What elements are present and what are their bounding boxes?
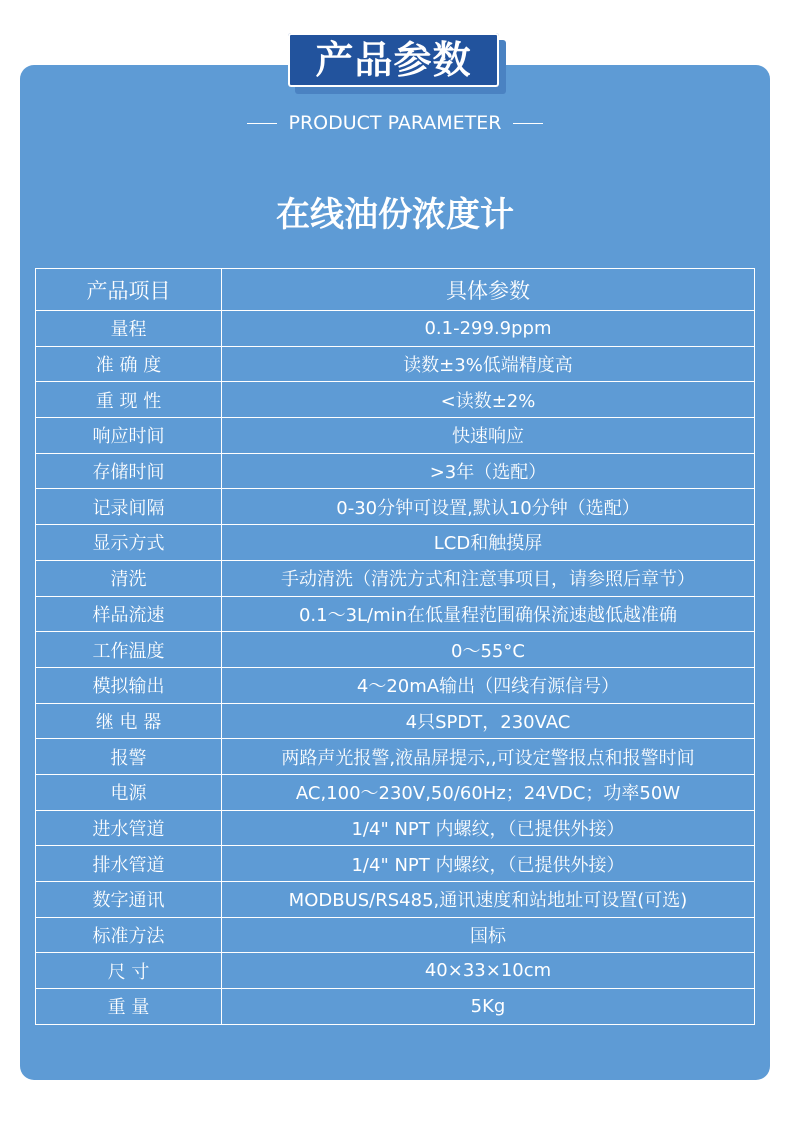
param-name: 准 确 度	[36, 346, 222, 382]
table-row	[36, 882, 755, 918]
param-value: <读数±2%	[222, 382, 755, 418]
table-row	[36, 917, 755, 953]
param-value: 读数±3%低端精度高	[222, 346, 755, 382]
table-row	[36, 525, 755, 561]
parameter-table	[35, 268, 755, 1025]
param-value: 4～20mA输出（四线有源信号）	[222, 667, 755, 703]
section-badge: 产品参数	[288, 33, 499, 87]
table-row	[36, 311, 755, 347]
param-name: 清洗	[36, 560, 222, 596]
param-value: 40×33×10cm	[222, 953, 755, 989]
param-name: 排水管道	[36, 846, 222, 882]
param-value: 0.1-299.9ppm	[222, 311, 755, 347]
subtitle-text: PRODUCT PARAMETER	[288, 112, 502, 134]
param-value: 两路声光报警,液晶屏提示,,可设定警报点和报警时间	[222, 739, 755, 775]
subtitle-left-rule	[247, 123, 277, 124]
param-value: 0.1～3L/min在低量程范围确保流速越低越准确	[222, 596, 755, 632]
param-value: 1/4" NPT 内螺纹，（已提供外接）	[222, 846, 755, 882]
param-name: 电源	[36, 774, 222, 810]
param-name: 模拟输出	[36, 667, 222, 703]
param-value: LCD和触摸屏	[222, 525, 755, 561]
table-row	[36, 382, 755, 418]
param-value: 4只SPDT，230VAC	[222, 703, 755, 739]
table-row	[36, 774, 755, 810]
param-name: 尺 寸	[36, 953, 222, 989]
table-row	[36, 953, 755, 989]
table-row	[36, 632, 755, 668]
param-name: 重 现 性	[36, 382, 222, 418]
param-name: 显示方式	[36, 525, 222, 561]
table-row	[36, 418, 755, 454]
param-value: 国标	[222, 917, 755, 953]
table-row	[36, 453, 755, 489]
table-row	[36, 489, 755, 525]
table-row	[36, 703, 755, 739]
param-name: 数字通讯	[36, 882, 222, 918]
param-value: 0～55°C	[222, 632, 755, 668]
param-name: 工作温度	[36, 632, 222, 668]
param-value: 1/4" NPT 内螺纹，（已提供外接）	[222, 810, 755, 846]
param-name: 存储时间	[36, 453, 222, 489]
header-value: 具体参数	[222, 269, 755, 311]
product-title: 在线油份浓度计	[276, 195, 514, 235]
table-row	[36, 667, 755, 703]
param-name: 重 量	[36, 989, 222, 1025]
param-value: 手动清洗（清洗方式和注意事项目，请参照后章节）	[222, 560, 755, 596]
param-name: 响应时间	[36, 418, 222, 454]
param-value: >3年（选配）	[222, 453, 755, 489]
section-subtitle	[0, 110, 790, 136]
param-name: 记录间隔	[36, 489, 222, 525]
table-row	[36, 346, 755, 382]
param-value: MODBUS/RS485,通讯速度和站地址可设置(可选)	[222, 882, 755, 918]
header-item: 产品项目	[36, 269, 222, 311]
table-row	[36, 560, 755, 596]
param-name: 报警	[36, 739, 222, 775]
table-row	[36, 846, 755, 882]
param-value: AC,100～230V,50/60Hz；24VDC；功率50W	[222, 774, 755, 810]
param-name: 进水管道	[36, 810, 222, 846]
param-value: 5Kg	[222, 989, 755, 1025]
table-row	[36, 989, 755, 1025]
table-row	[36, 810, 755, 846]
table-header-row	[36, 269, 755, 311]
subtitle-right-rule	[513, 123, 543, 124]
param-value: 0-30分钟可设置,默认10分钟（选配）	[222, 489, 755, 525]
table-row	[36, 739, 755, 775]
table-row	[36, 596, 755, 632]
param-value: 快速响应	[222, 418, 755, 454]
param-name: 标准方法	[36, 917, 222, 953]
param-name: 继 电 器	[36, 703, 222, 739]
param-name: 样品流速	[36, 596, 222, 632]
param-name: 量程	[36, 311, 222, 347]
